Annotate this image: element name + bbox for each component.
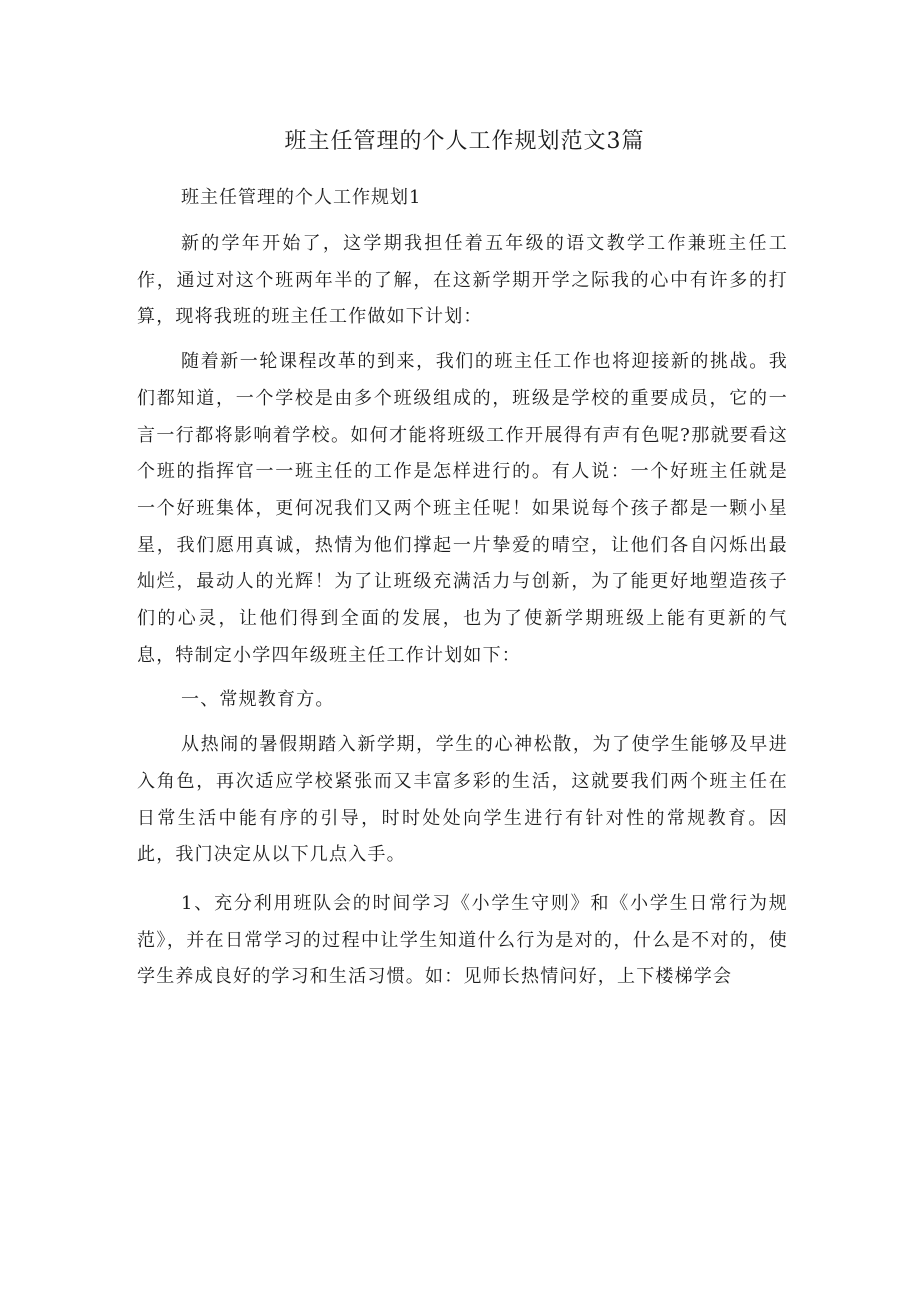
- paragraph-heading-routine: 一、常规教育方。: [181, 689, 335, 711]
- paragraph-item-1: 1、充分利用班队会的时间学习《小学生守则》和《小学生日常行为规范》，并在日常学习的过程中让学生知道什么行为是对的，什么是不对的，使学生养成良好的学习和生活习惯。如：见师长热情问好，上下楼梯学会: [137, 892, 788, 988]
- paragraph-routine-education: 从热闹的暑假期踏入新学期，学生的心神松散，为了使学生能够及早进入角色，再次适应学校紧张而又丰富多彩的生活，这就要我们两个班主任在日常生活中能有序的引导，时时处处向学生进行有针对性的常规教育。因此，我门决定从以下几点入手。: [137, 734, 788, 866]
- paragraph-background: 随着新一轮课程改革的到来，我们的班主任工作也将迎接新的挑战。我们都知道，一个学校是由多个班级组成的，班级是学校的重要成员，它的一言一行都将影响着学校。如何才能将班级工作开展得有声有色呢?那就要看这个班的指挥官一一班主任的工作是怎样进行的。有人说：一个好班主任就是一个好班集体，更何况我们又两个班主任呢！如果说每个孩子都是一颗小星星，我们愿用真诚，热情为他们撑起一片挚爱的晴空，让他们各自闪烁出最灿烂，最动人的光辉！为了让班级充满活力与创新，为了能更好地塑造孩子们的心灵，让他们得到全面的发展，也为了使新学期班级上能有更新的气息，特制定小学四年级班主任工作计划如下：: [137, 351, 788, 666]
- document-title: 班主任管理的个人工作规划范文3篇: [284, 129, 645, 154]
- paragraph-intro: 新的学年开始了，这学期我担任着五年级的语文教学工作兼班主任工作，通过对这个班两年半的了解，在这新学期开学之际我的心中有许多的打算，现将我班的班主任工作做如下计划：: [137, 233, 788, 328]
- section-heading: 班主任管理的个人工作规划1: [181, 187, 422, 208]
